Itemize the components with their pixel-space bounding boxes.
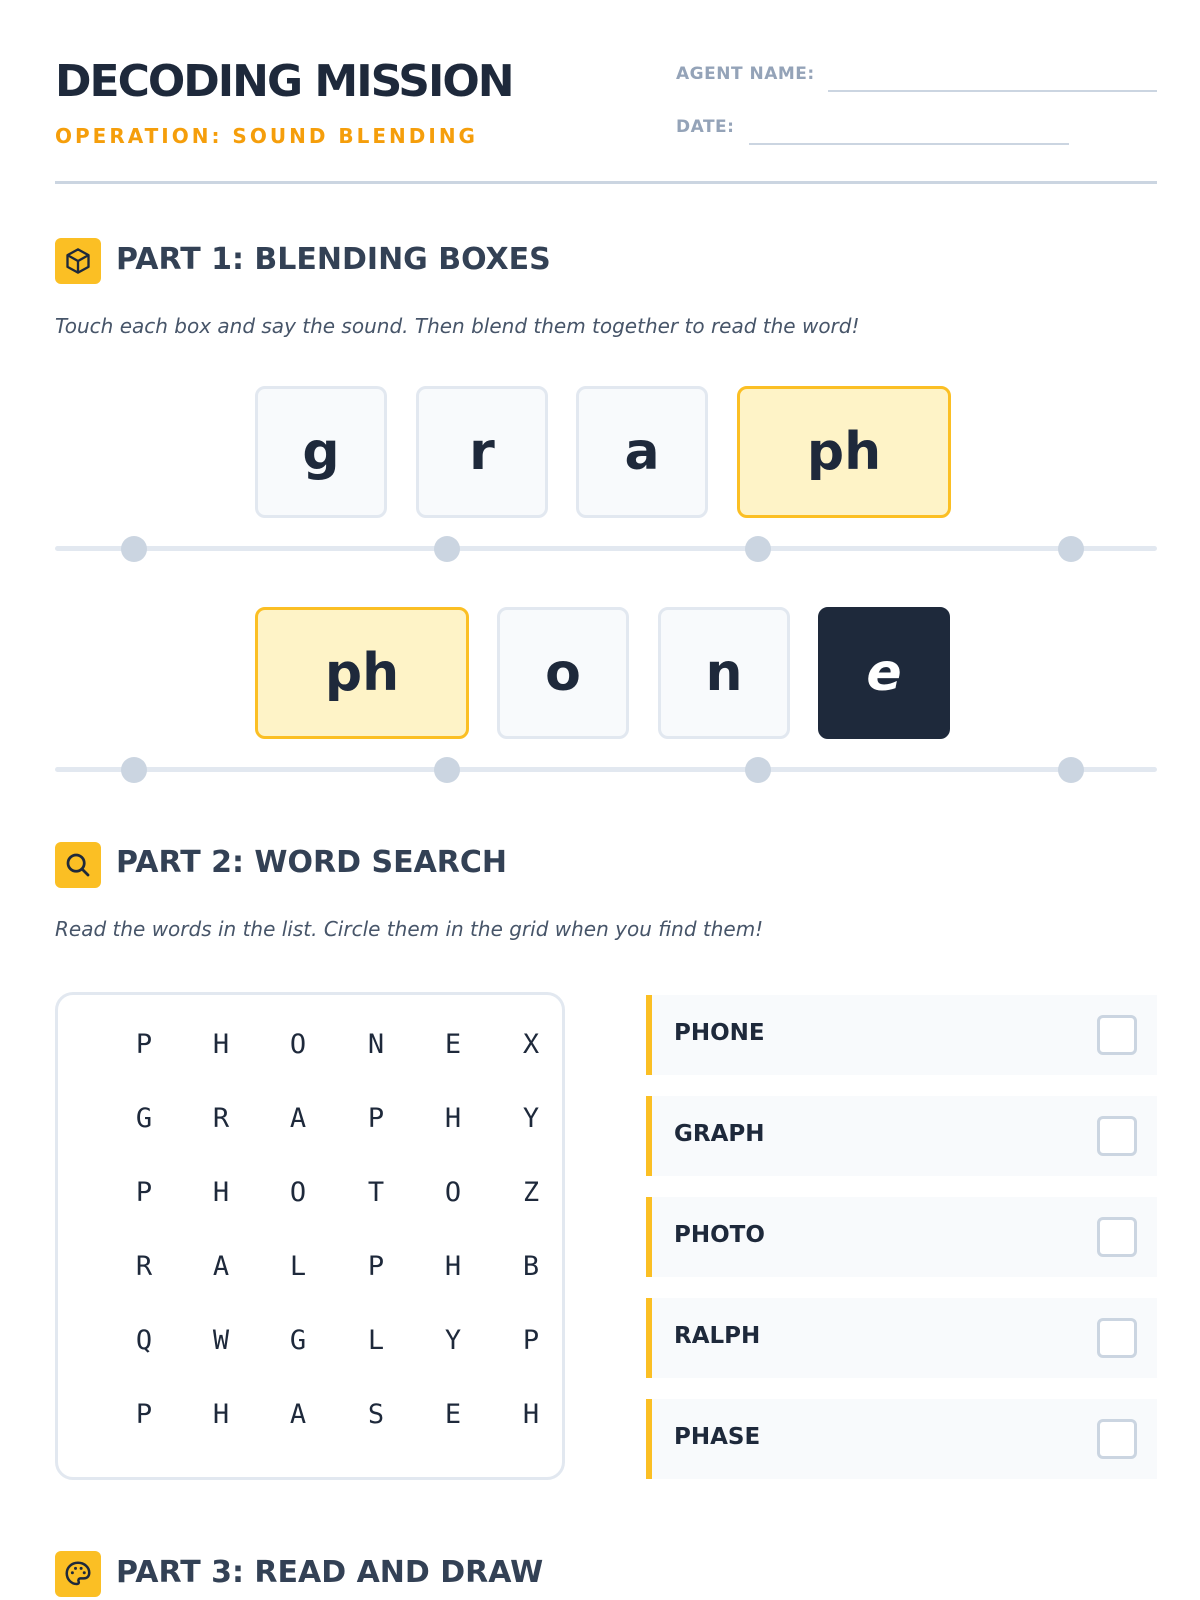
- grid-letter[interactable]: L: [289, 1251, 307, 1282]
- blend-dot[interactable]: [434, 757, 460, 783]
- palette-icon: [55, 1551, 101, 1597]
- sound-box-r[interactable]: r: [416, 386, 548, 518]
- word-checkbox[interactable]: [1097, 1116, 1137, 1156]
- grid-letter[interactable]: A: [289, 1399, 307, 1430]
- blend-dot[interactable]: [745, 757, 771, 783]
- word-label: PHONE: [674, 1020, 765, 1046]
- word-search-grid: [55, 992, 565, 1480]
- search-icon: [55, 842, 101, 888]
- grid-letter[interactable]: P: [367, 1251, 385, 1282]
- word-list-item: [646, 1197, 1157, 1277]
- agent-name-field[interactable]: [828, 90, 1157, 92]
- grid-letter[interactable]: B: [522, 1251, 540, 1282]
- word-checkbox[interactable]: [1097, 1015, 1137, 1055]
- grid-letter[interactable]: S: [367, 1399, 385, 1430]
- sound-box-e[interactable]: e: [818, 607, 950, 739]
- grid-letter[interactable]: O: [289, 1029, 307, 1060]
- grid-letter[interactable]: W: [212, 1325, 230, 1356]
- date-label: DATE:: [676, 117, 735, 137]
- grid-letter[interactable]: A: [212, 1251, 230, 1282]
- grid-letter[interactable]: P: [135, 1177, 153, 1208]
- word-list-item: [646, 1399, 1157, 1479]
- part2-title: PART 2: WORD SEARCH: [116, 845, 508, 880]
- grid-letter[interactable]: H: [212, 1029, 230, 1060]
- word-checkbox[interactable]: [1097, 1318, 1137, 1358]
- grid-letter[interactable]: H: [444, 1103, 462, 1134]
- grid-letter[interactable]: H: [444, 1251, 462, 1282]
- grid-letter[interactable]: L: [367, 1325, 385, 1356]
- grid-letter[interactable]: H: [522, 1399, 540, 1430]
- word-checkbox[interactable]: [1097, 1217, 1137, 1257]
- sound-box-n[interactable]: n: [658, 607, 790, 739]
- grid-letter[interactable]: E: [444, 1399, 462, 1430]
- sound-box-ph[interactable]: ph: [737, 386, 951, 518]
- part1-title: PART 1: BLENDING BOXES: [116, 242, 551, 277]
- grid-letter[interactable]: P: [135, 1399, 153, 1430]
- agent-name-label: AGENT NAME:: [676, 64, 815, 84]
- blend-track-1: [55, 546, 1157, 551]
- grid-letter[interactable]: T: [367, 1177, 385, 1208]
- grid-letter[interactable]: E: [444, 1029, 462, 1060]
- grid-letter[interactable]: Y: [522, 1103, 540, 1134]
- blend-dot[interactable]: [1058, 536, 1084, 562]
- sound-box-g[interactable]: g: [255, 386, 387, 518]
- grid-letter[interactable]: O: [444, 1177, 462, 1208]
- blend-dot[interactable]: [1058, 757, 1084, 783]
- word-label: GRAPH: [674, 1121, 765, 1147]
- sound-box-ph[interactable]: ph: [255, 607, 469, 739]
- grid-letter[interactable]: A: [289, 1103, 307, 1134]
- grid-letter[interactable]: P: [367, 1103, 385, 1134]
- blend-dot[interactable]: [121, 757, 147, 783]
- grid-letter[interactable]: G: [289, 1325, 307, 1356]
- part3-title: PART 3: READ AND DRAW: [116, 1555, 544, 1590]
- blend-dot[interactable]: [434, 536, 460, 562]
- word-label: PHOTO: [674, 1222, 765, 1248]
- word-label: PHASE: [674, 1424, 761, 1450]
- sound-box-o[interactable]: o: [497, 607, 629, 739]
- word-checkbox[interactable]: [1097, 1419, 1137, 1459]
- grid-letter[interactable]: R: [135, 1251, 153, 1282]
- grid-letter[interactable]: H: [212, 1399, 230, 1430]
- sound-box-a[interactable]: a: [576, 386, 708, 518]
- blend-track-2: [55, 767, 1157, 772]
- header-divider: [55, 181, 1157, 184]
- word-list-item: [646, 1298, 1157, 1378]
- grid-letter[interactable]: Q: [135, 1325, 153, 1356]
- cube-icon: [55, 238, 101, 284]
- grid-letter[interactable]: P: [522, 1325, 540, 1356]
- part2-instruction: Read the words in the list. Circle them in the grid when you find them!: [55, 917, 764, 941]
- grid-letter[interactable]: X: [522, 1029, 540, 1060]
- grid-letter[interactable]: O: [289, 1177, 307, 1208]
- grid-letter[interactable]: H: [212, 1177, 230, 1208]
- grid-letter[interactable]: Z: [522, 1177, 540, 1208]
- part1-instruction: Touch each box and say the sound. Then blend them together to read the word!: [55, 314, 860, 338]
- word-label: RALPH: [674, 1323, 761, 1349]
- word-list-item: [646, 1096, 1157, 1176]
- page-subtitle: OPERATION: SOUND BLENDING: [55, 124, 478, 148]
- grid-letter[interactable]: P: [135, 1029, 153, 1060]
- date-field[interactable]: [749, 143, 1069, 145]
- grid-letter[interactable]: N: [367, 1029, 385, 1060]
- page-title: DECODING MISSION: [55, 56, 513, 107]
- word-list-item: [646, 995, 1157, 1075]
- blend-dot[interactable]: [121, 536, 147, 562]
- grid-letter[interactable]: R: [212, 1103, 230, 1134]
- grid-letter[interactable]: G: [135, 1103, 153, 1134]
- grid-letter[interactable]: Y: [444, 1325, 462, 1356]
- blend-dot[interactable]: [745, 536, 771, 562]
